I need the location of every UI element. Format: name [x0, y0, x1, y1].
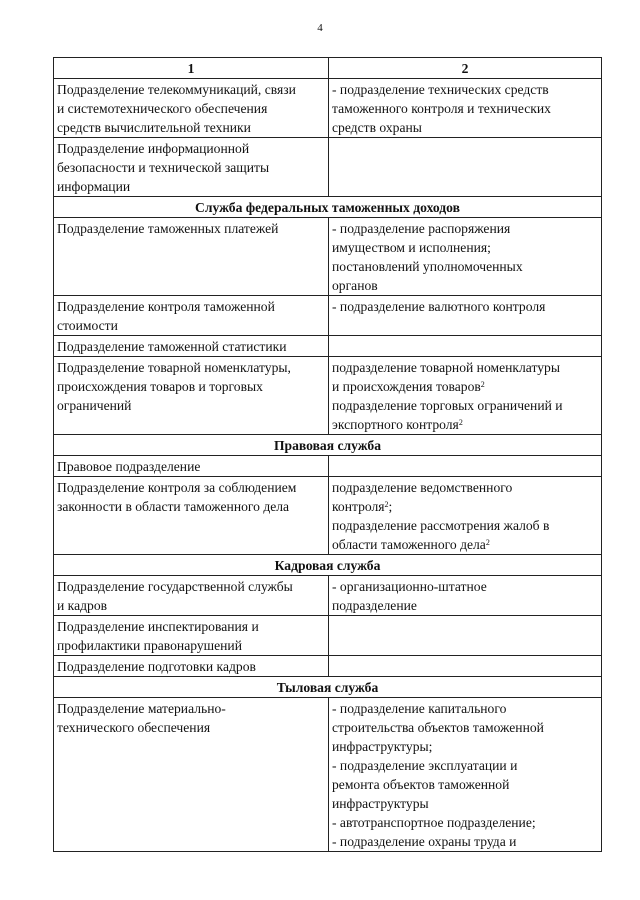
cell-text-line: безопасности и технической защиты [57, 160, 270, 175]
cell-text-line: стоимости [57, 318, 118, 333]
cell-text-line: подразделение рассмотрения жалоб в [332, 518, 550, 533]
cell-text-line: Правовое подразделение [57, 459, 201, 474]
unit-name-cell [54, 79, 329, 138]
footnote-marker: 2 [384, 500, 389, 509]
cell-text-line: имуществом и исполнения; [332, 240, 491, 255]
cell-text-line: Подразделение телекоммуникаций, связи [57, 82, 296, 97]
cell-text-line: контроля$^2$; [332, 499, 393, 514]
cell-text-line: и системотехнического обеспечения [57, 101, 268, 116]
cell-text-line: подразделение торговых ограничений и [332, 398, 563, 413]
cell-text-line: - подразделение валютного контроля [332, 299, 546, 314]
table-row [54, 656, 602, 677]
table-row [54, 698, 602, 852]
table-row [54, 336, 602, 357]
cell-text-line: Подразделение товарной номенклатуры, [57, 360, 291, 375]
section-header-row [54, 677, 602, 698]
structure-table [53, 57, 602, 852]
subunit-cell [329, 336, 602, 357]
cell-text-line: подразделение ведомственного [332, 480, 513, 495]
cell-text-line: профилактики правонарушений [57, 638, 242, 653]
cell-text-line: инфраструктуры; [332, 739, 433, 754]
section-title: Кадровая служба [54, 555, 602, 576]
cell-text-line: средств вычислительной техники [57, 120, 251, 135]
footnote-marker: 2 [458, 418, 463, 427]
cell-text-line: и происхождения товаров$^2$ [332, 379, 485, 394]
unit-name-cell [54, 656, 329, 677]
table-row [54, 456, 602, 477]
table-row [54, 296, 602, 336]
section-title: Тыловая служба [54, 677, 602, 698]
cell-text-line: - организационно-штатное [332, 579, 487, 594]
section-header-row [54, 555, 602, 576]
cell-text-line: Подразделение государственной службы [57, 579, 293, 594]
subunit-cell [329, 357, 602, 435]
unit-name-cell [54, 576, 329, 616]
unit-name-cell [54, 336, 329, 357]
subunit-cell [329, 138, 602, 197]
cell-text-line: подразделение [332, 598, 417, 613]
unit-name-cell [54, 456, 329, 477]
subunit-cell [329, 616, 602, 656]
cell-text-line: происхождения товаров и торговых [57, 379, 263, 394]
cell-text-line: Подразделение инспектирования и [57, 619, 259, 634]
subunit-cell [329, 576, 602, 616]
subunit-cell [329, 218, 602, 296]
subunit-cell [329, 79, 602, 138]
cell-text-line: таможенного контроля и технических [332, 101, 551, 116]
table-row [54, 477, 602, 555]
cell-text-line: Подразделение информационной [57, 141, 250, 156]
cell-text-line: - подразделение капитального [332, 701, 507, 716]
section-title: Правовая служба [54, 435, 602, 456]
subunit-cell [329, 656, 602, 677]
cell-text-line: информации [57, 179, 131, 194]
footnote-marker: 2 [480, 380, 485, 389]
cell-text-line: Подразделение контроля таможенной [57, 299, 275, 314]
cell-text-line: экспортного контроля$^2$ [332, 417, 463, 432]
table-body [54, 58, 602, 852]
cell-text-line: строительства объектов таможенной [332, 720, 544, 735]
section-header-row [54, 435, 602, 456]
subunit-cell [329, 456, 602, 477]
cell-text-line: Подразделение таможенной статистики [57, 339, 287, 354]
section-title: Служба федеральных таможенных доходов [54, 197, 602, 218]
subunit-cell [329, 477, 602, 555]
column-number-2: 2 [329, 58, 602, 79]
cell-text-line: - подразделение технических средств [332, 82, 549, 97]
column-number-1: 1 [54, 58, 329, 79]
cell-text-line: - автотранспортное подразделение; [332, 815, 536, 830]
unit-name-cell [54, 296, 329, 336]
cell-text-line: ограничений [57, 398, 132, 413]
cell-text-line: ремонта объектов таможенной [332, 777, 510, 792]
cell-text-line: подразделение товарной номенклатуры [332, 360, 560, 375]
column-numbers-row [54, 58, 602, 79]
table-row [54, 576, 602, 616]
cell-text-line: Подразделение материально- [57, 701, 226, 716]
footnote-marker: 2 [485, 538, 490, 547]
cell-text-line: области таможенного дела$^2$ [332, 537, 490, 552]
unit-name-cell [54, 357, 329, 435]
table-row [54, 357, 602, 435]
cell-text-line: средств охраны [332, 120, 422, 135]
cell-text-line: - подразделение эксплуатации и [332, 758, 518, 773]
cell-text-line: органов [332, 278, 378, 293]
cell-text-line: и кадров [57, 598, 108, 613]
table-row [54, 218, 602, 296]
unit-name-cell [54, 698, 329, 852]
cell-text-line: технического обеспечения [57, 720, 211, 735]
section-header-row [54, 197, 602, 218]
table-row [54, 79, 602, 138]
table-row [54, 138, 602, 197]
cell-text-line: Подразделение контроля за соблюдением [57, 480, 297, 495]
table-row [54, 616, 602, 656]
cell-text-line: Подразделение подготовки кадров [57, 659, 256, 674]
unit-name-cell [54, 138, 329, 197]
unit-name-cell [54, 477, 329, 555]
cell-text-line: инфраструктуры [332, 796, 429, 811]
cell-text-line: постановлений уполномоченных [332, 259, 523, 274]
page-number: 4 [317, 22, 323, 34]
cell-text-line: законности в области таможенного дела [57, 499, 290, 514]
unit-name-cell [54, 616, 329, 656]
subunit-cell [329, 698, 602, 852]
subunit-cell [329, 296, 602, 336]
cell-text-line: - подразделение распоряжения [332, 221, 511, 236]
unit-name-cell [54, 218, 329, 296]
cell-text-line: Подразделение таможенных платежей [57, 221, 279, 236]
cell-text-line: - подразделение охраны труда и [332, 834, 517, 849]
